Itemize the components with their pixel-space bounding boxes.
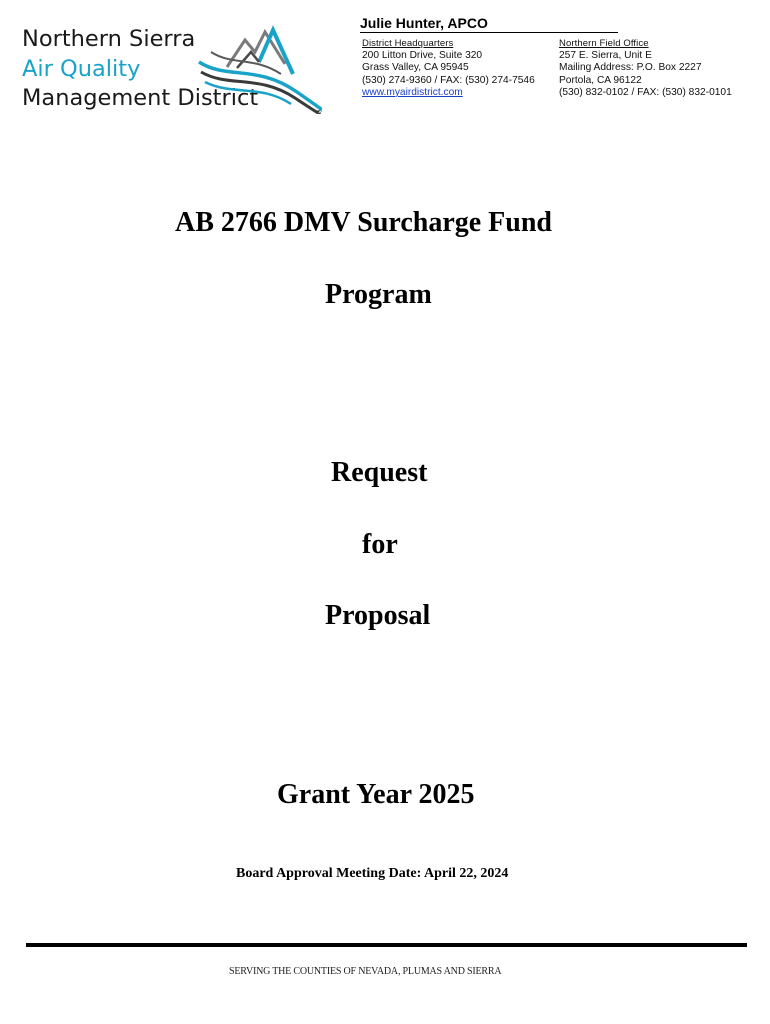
- rfp-line-request: Request: [331, 457, 428, 488]
- grant-year: Grant Year 2025: [277, 779, 475, 810]
- northern-field-office-block: [559, 38, 732, 99]
- hq-phone-fax: (530) 274-9360 / FAX: (530) 274-7546: [362, 74, 535, 86]
- document-title-line-2: Program: [325, 279, 432, 310]
- logo-line-1: Northern Sierra: [22, 26, 196, 52]
- field-office-heading: Northern Field Office: [559, 38, 649, 49]
- field-mailing-address: Mailing Address: P.O. Box 2227: [559, 62, 702, 74]
- hq-heading: District Headquarters: [362, 38, 454, 49]
- field-address-line-1: 257 E. Sierra, Unit E: [559, 50, 652, 62]
- rfp-line-for: for: [362, 529, 398, 560]
- district-headquarters-block: [362, 38, 535, 99]
- document-title-line-1: AB 2766 DMV Surcharge Fund: [175, 207, 553, 238]
- mountain-wave-logo-icon: [197, 22, 322, 114]
- hq-address-line-2: Grass Valley, CA 95945: [362, 62, 469, 74]
- field-phone-fax: (530) 832-0102 / FAX: (530) 832-0101: [559, 86, 732, 98]
- footer-divider: [26, 943, 747, 947]
- logo-line-3: Management District: [22, 85, 259, 111]
- air-pollution-control-officer: Julie Hunter, APCO: [360, 15, 618, 33]
- hq-address-line-1: 200 Litton Drive, Suite 320: [362, 50, 483, 62]
- district-logo: [22, 22, 322, 117]
- board-approval-date: Board Approval Meeting Date: April 22, 2024: [236, 866, 509, 881]
- rfp-line-proposal: Proposal: [325, 600, 431, 631]
- website-link[interactable]: www.myairdistrict.com: [362, 86, 463, 98]
- footer-counties: SERVING THE COUNTIES OF NEVADA, PLUMAS AND SIERRA: [229, 966, 502, 977]
- logo-line-2: Air Quality: [22, 56, 141, 82]
- field-city-line: Portola, CA 96122: [559, 74, 642, 86]
